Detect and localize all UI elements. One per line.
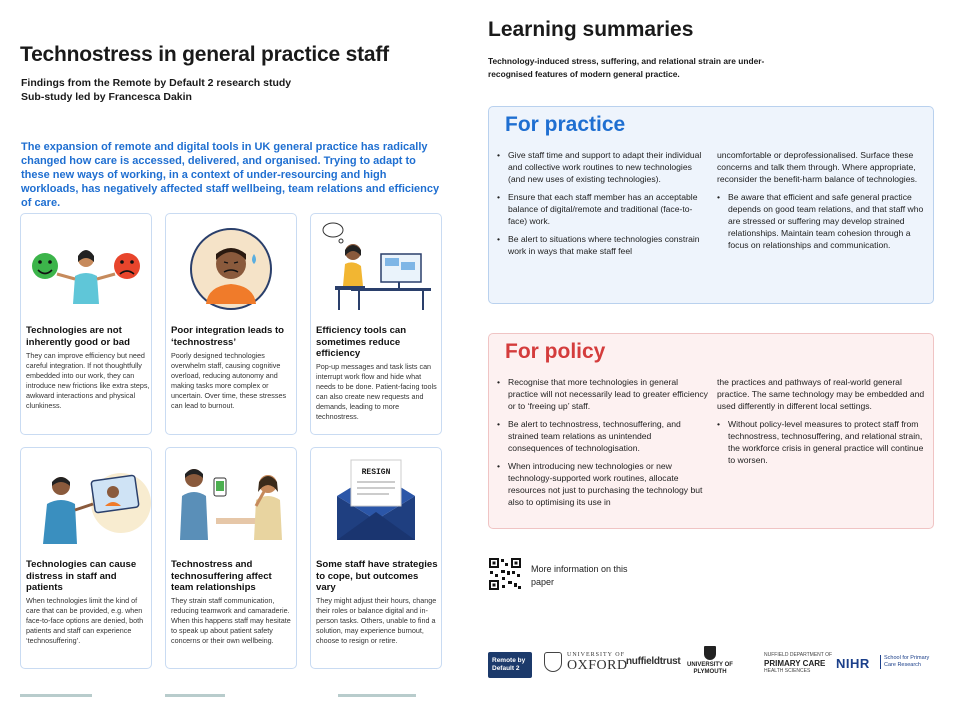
card-body: They can improve efficiency but need careful integration. If not thoughtfully embedded into our work, they can introduce new frictions like extra steps, awkward interactions and physical clunkiness.	[26, 351, 150, 410]
list-item: • When introducing new technologies or new technology-supported work routines, allocate resources not just to purchasing the technology but also to optimising its use in	[497, 460, 709, 508]
list-item-continued: uncomfortable or deprofessionalised. Surface these concerns and talk them through. Where appropriate, reconsider the benefit-harm balance of technologies.	[717, 150, 918, 184]
policy-column-1	[497, 376, 709, 514]
card-title: Some staff have strategies to cope, but outcomes vary	[316, 559, 438, 593]
oxford-small-text: UNIVERSITY OF	[567, 652, 625, 658]
card-title: Technologies are not inherently good or bad	[26, 325, 130, 348]
list-item: • Recognise that more technologies in general practice will not necessarily lead to greater efficiency or to ‘freeing up’ staff.	[497, 376, 709, 412]
oxford-crest-icon	[544, 652, 562, 672]
card-good-or-bad	[20, 213, 152, 435]
card-body: They strain staff communication, reducing teamwork and camaraderie. When this happens staff may hesitate to speak up about patient safety concerns or their own wellbeing.	[171, 596, 291, 645]
subtitle-study: Findings from the Remote by Default 2 research study	[21, 77, 292, 89]
plymouth-shield-icon	[704, 646, 716, 660]
left-page	[0, 0, 450, 706]
learning-summaries-title: Learning summaries	[488, 18, 694, 41]
resign-envelope-illustration	[311, 448, 441, 548]
partner-logos	[488, 646, 938, 686]
card-title: Efficiency tools can sometimes reduce efficiency	[316, 325, 407, 359]
for-practice-heading: For practice	[505, 113, 626, 136]
card-body: Poorly designed technologies overwhelm staff, causing cognitive overload, reducing autonomy and making tasks more complex or uncertain. Over time, these stresses can lead to burnout.	[171, 351, 287, 410]
nihr-subtext: School for Primary Care Research	[880, 655, 936, 669]
list-item: • Be alert to situations where technologies constrain work in ways that make staff feel	[497, 233, 709, 257]
card-team-relationships	[165, 447, 297, 669]
practice-column-1	[497, 149, 709, 263]
for-practice-box	[488, 106, 934, 304]
nuffield-trust-logo: nuffieldtrust	[626, 656, 681, 667]
more-information-link[interactable]: More information on this paper	[531, 564, 628, 587]
plymouth-logo	[686, 646, 734, 676]
card-title: Technologies can cause distress in staff and patients	[26, 559, 137, 593]
list-item: • Give staff time and support to adapt their individual and collective work routines to new technologies (and new uses of existing technologies).	[497, 149, 709, 185]
qr-code-icon[interactable]	[488, 557, 522, 591]
card-body: When technologies limit the kind of care that can be provided, e.g. when face-to-face options are denied, both patients and staff can experience ‘technosuffering’.	[26, 596, 144, 645]
card-title: Technostress and technosuffering affect team relationships	[171, 559, 272, 593]
oxford-big-text: OXFORD	[567, 658, 628, 673]
intro-text: The expansion of remote and digital tools in UK general practice has radically changed how care is accessed, delivered, and organised. Trying to adapt to these new ways of working, in a context of under-resourcing and high workloads, has negatively affected staff wellbeing, team relations and efficiency of care.	[21, 141, 440, 209]
list-item: • Be aware that efficient and safe general practice depends on good team relations, and that staff who are stressed or suffering may develop strained relationships. Maintain team cohesion through a focus on relationships and communication.	[717, 191, 929, 251]
subtitle-lead: Sub-study led by Francesca Dakin	[21, 91, 192, 103]
list-item: • Without policy-level measures to protect staff from technostress, technosuffering, and relational strain, the workforce crisis in general practice will continue to worsen.	[717, 418, 929, 466]
list-item: • Ensure that each staff member has an acceptable balance of digital/remote and traditional (face-to-face) work.	[497, 191, 709, 227]
primary-care-logo	[764, 652, 834, 674]
list-item: • Be alert to technostress, technosuffering, and strained team relations as unintended consequences of technologisation.	[497, 418, 709, 454]
for-policy-heading: For policy	[505, 340, 606, 363]
pc-small-text: NUFFIELD DEPARTMENT OF	[764, 652, 833, 658]
plymouth-small-text: UNIVERSITY OF	[687, 662, 733, 668]
stressed-person-illustration	[166, 214, 296, 314]
card-body: Pop-up messages and task lists can interrupt work flow and hide what needs to be done. Patient-facing tools can also create new requests and demands, leading to more technostress.	[316, 362, 437, 421]
right-page	[470, 0, 960, 706]
pc-big-text: PRIMARY CARE	[764, 658, 826, 668]
bottom-strip	[20, 694, 92, 697]
plymouth-big-text: PLYMOUTH	[693, 669, 727, 675]
for-policy-box	[488, 333, 934, 529]
nihr-logo: NIHR	[836, 656, 870, 671]
colleagues-illustration	[166, 448, 296, 548]
card-coping-strategies	[310, 447, 442, 669]
card-title: Poor integration leads to ‘technostress’	[171, 325, 285, 348]
card-body: They might adjust their hours, change their roles or balance digital and in-person tasks. Others, unable to find a solution, may experience burnout, choose to resign or retire.	[316, 596, 437, 645]
resign-label: RESIGN	[361, 468, 391, 477]
bottom-strip	[338, 694, 416, 697]
policy-column-2	[717, 376, 929, 472]
smiley-faces-illustration	[21, 214, 151, 314]
card-distress	[20, 447, 152, 669]
video-call-illustration	[21, 448, 151, 548]
card-efficiency-tools	[310, 213, 442, 435]
practice-column-2	[717, 149, 929, 257]
desk-worker-illustration	[311, 214, 441, 314]
pc-sub-text: HEALTH SCIENCES	[764, 667, 811, 674]
bottom-strip	[165, 694, 225, 697]
list-item-continued: the practices and pathways of real-world general practice. The same technology may be embedded and used differently in different local settings.	[717, 377, 925, 411]
learning-summaries-subtitle: Technology-induced stress, suffering, and relational strain are under-recognised features of modern general practice.	[488, 56, 765, 79]
page-title: Technostress in general practice staff	[20, 43, 389, 66]
card-poor-integration	[165, 213, 297, 435]
remote-by-default-logo: Remote by Default 2	[488, 652, 532, 678]
